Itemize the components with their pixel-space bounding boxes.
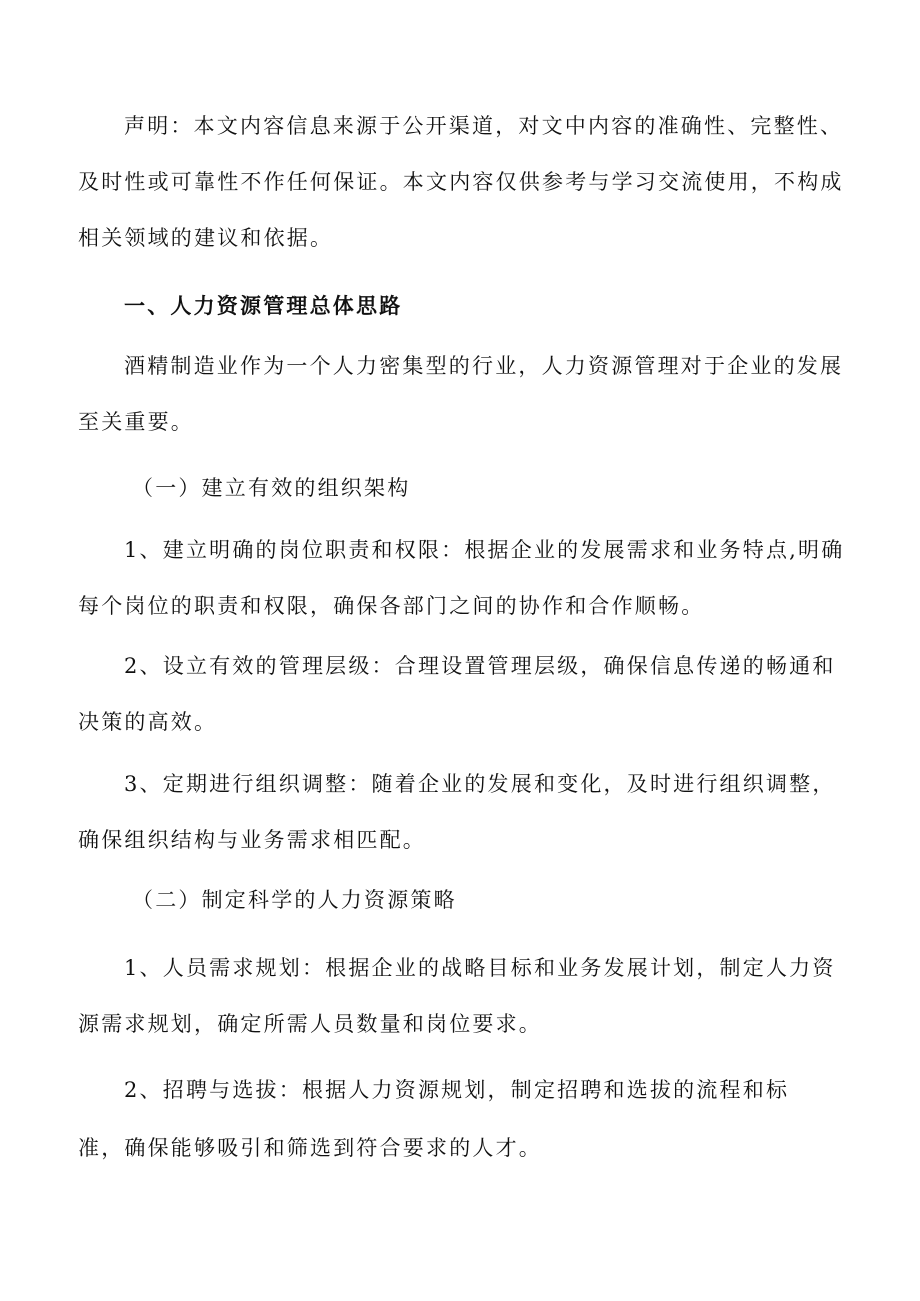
paragraph-line: 确保组织结构与业务需求相匹配。 (78, 828, 426, 852)
paragraph-line: 2、招聘与选拔：根据人力资源规划，制定招聘和选拔的流程和标 (124, 1078, 790, 1102)
paragraph-line: 3、定期进行组织调整：随着企业的发展和变化，及时进行组织调整， (124, 772, 836, 796)
subsection-title: （二）制定科学的人力资源策略 (132, 888, 457, 912)
paragraph-line: 2、设立有效的管理层级：合理设置管理层级，确保信息传递的畅通和 (124, 654, 836, 678)
subsection-title: （一）建立有效的组织架构 (132, 476, 411, 500)
paragraph-line: 准，确保能够吸引和筛选到符合要求的人才。 (78, 1136, 542, 1160)
paragraph-line: 1、人员需求规划：根据企业的战略目标和业务发展计划，制定人力资 (124, 956, 836, 980)
disclaimer-line: 声明：本文内容信息来源于公开渠道，对文中内容的准确性、完整性、 (124, 114, 844, 138)
disclaimer-line: 及时性或可靠性不作任何保证。本文内容仅供参考与学习交流使用，不构成 (78, 170, 844, 194)
paragraph-line: 每个岗位的职责和权限，确保各部门之间的协作和合作顺畅。 (78, 594, 705, 618)
paragraph-line: 1、建立明确的岗位职责和权限：根据企业的发展需求和业务特点,明确 (124, 538, 845, 562)
disclaimer-line: 相关领域的建议和依据。 (78, 226, 334, 250)
section-heading: 一、人力资源管理总体思路 (124, 293, 403, 318)
paragraph-line: 至关重要。 (78, 410, 194, 434)
paragraph-line: 源需求规划，确定所需人员数量和岗位要求。 (78, 1012, 542, 1036)
paragraph-line: 酒精制造业作为一个人力密集型的行业，人力资源管理对于企业的发展 (124, 354, 844, 378)
paragraph-line: 决策的高效。 (78, 710, 218, 734)
